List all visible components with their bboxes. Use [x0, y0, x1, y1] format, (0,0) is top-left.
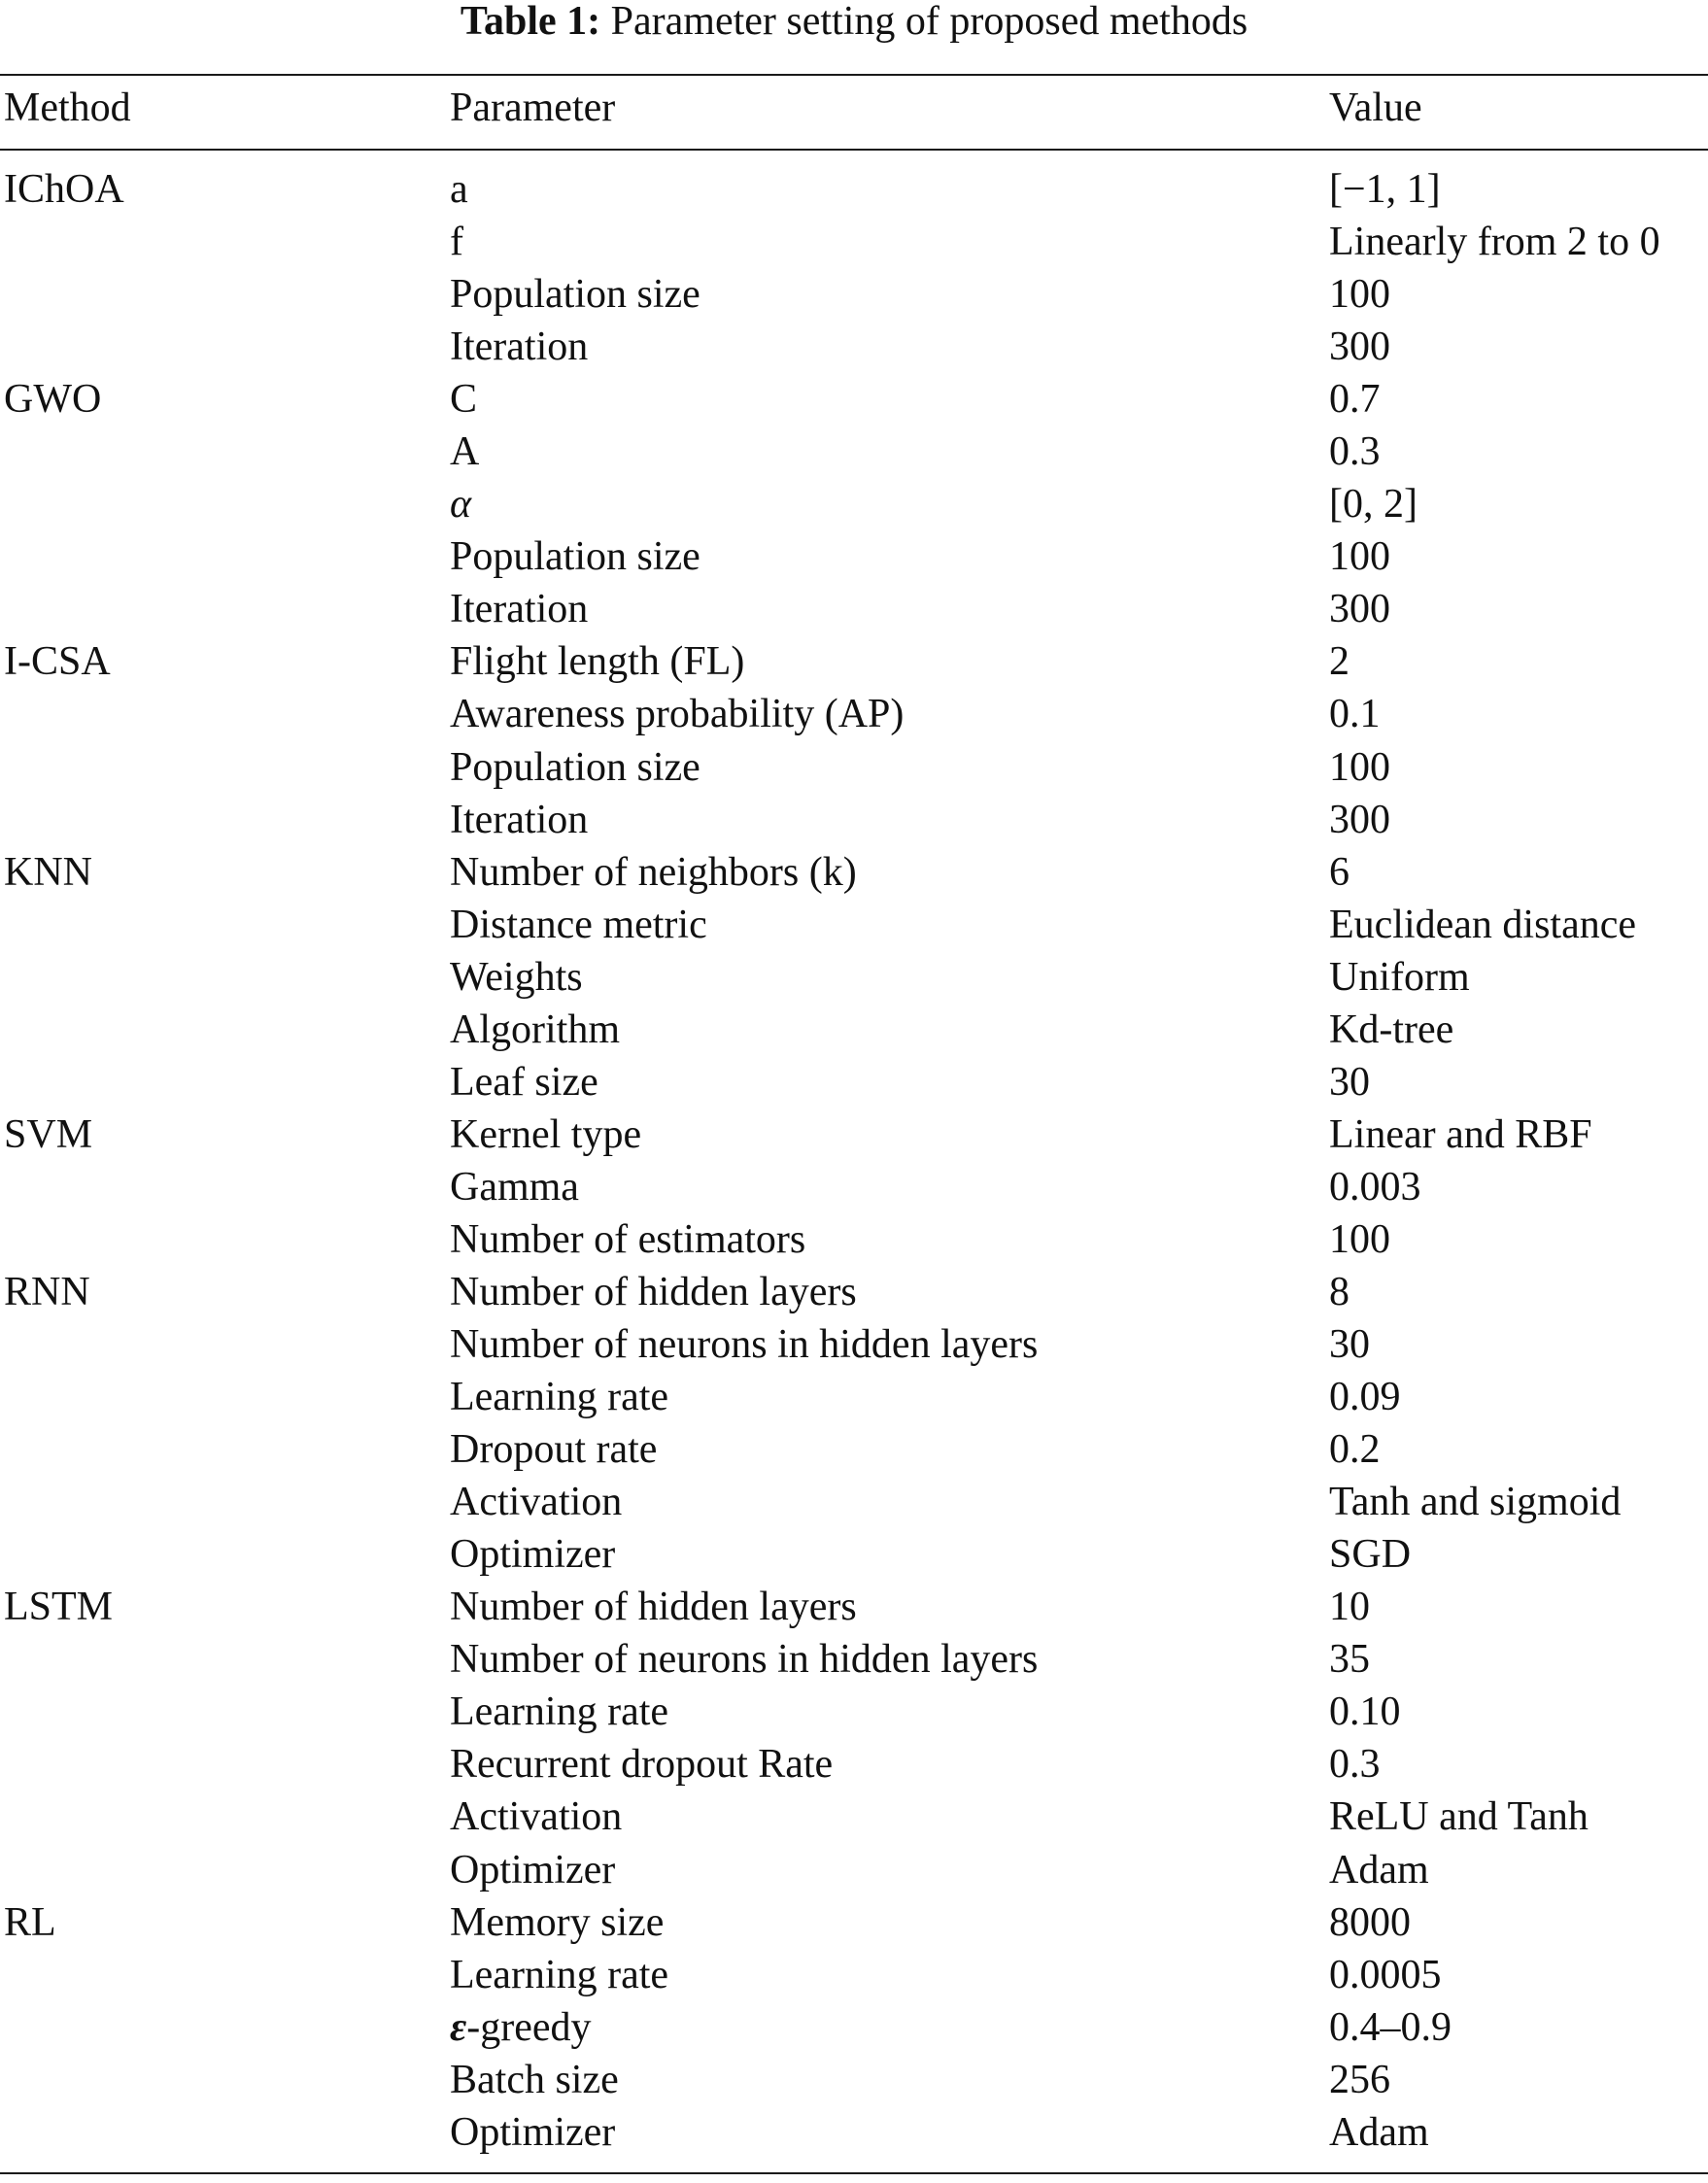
cell-parameter: Number of hidden layers [450, 1269, 857, 1314]
cell-parameter: C [450, 377, 478, 423]
table-row [0, 426, 1708, 478]
cell-method: GWO [4, 377, 102, 423]
cell-parameter: Recurrent dropout Rate [450, 1742, 834, 1788]
cell-value: Kd-tree [1329, 1006, 1454, 1052]
table-row [0, 216, 1708, 268]
header-method: Method [4, 85, 131, 130]
cell-parameter: Number of neighbors (k) [450, 849, 857, 895]
table-row [0, 1213, 1708, 1266]
cell-value: SGD [1329, 1532, 1412, 1578]
cell-value: 100 [1329, 1216, 1390, 1262]
cell-parameter: Flight length (FL) [450, 639, 745, 685]
cell-value: 0.3 [1329, 1742, 1381, 1788]
cell-parameter: Activation [450, 1794, 623, 1840]
table-caption-label: Table 1: [460, 0, 601, 44]
table-row [0, 478, 1708, 530]
cell-value: Adam [1329, 2109, 1429, 2155]
table-row [0, 1423, 1708, 1476]
cell-value: 0.003 [1329, 1164, 1421, 1210]
cell-value: Adam [1329, 1847, 1429, 1893]
cell-parameter: a [450, 167, 468, 212]
cell-parameter: Optimizer [450, 1847, 616, 1893]
cell-value: 100 [1329, 744, 1390, 790]
cell-parameter: Number of hidden layers [450, 1585, 857, 1630]
table-row [0, 1738, 1708, 1791]
cell-value: 0.4–0.9 [1329, 2004, 1452, 2050]
cell-parameter: Gamma [450, 1164, 579, 1210]
cell-parameter: Optimizer [450, 1532, 616, 1578]
cell-value: 30 [1329, 1322, 1370, 1368]
table-row [0, 1371, 1708, 1423]
table-row [0, 688, 1708, 740]
cell-value: 100 [1329, 534, 1390, 580]
header-parameter: Parameter [450, 85, 616, 130]
cell-method: IChOA [4, 167, 124, 212]
cell-value: [−1, 1] [1329, 167, 1441, 212]
cell-parameter: Population size [450, 744, 700, 790]
table-row [0, 373, 1708, 426]
cell-parameter: Weights [450, 954, 583, 1000]
cell-method: RNN [4, 1269, 90, 1314]
cell-value: 300 [1329, 324, 1390, 370]
epsilon-symbol: ε [450, 2004, 467, 2050]
table-row [0, 1896, 1708, 1949]
table-bottom-rule [0, 2172, 1708, 2174]
cell-value: 2 [1329, 639, 1349, 685]
cell-value: 8000 [1329, 1899, 1411, 1945]
table-row [0, 2001, 1708, 2054]
cell-value: [0, 2] [1329, 482, 1418, 528]
cell-method: I-CSA [4, 639, 111, 685]
cell-value: 0.09 [1329, 1375, 1401, 1420]
cell-parameter: Population size [450, 272, 700, 318]
table-row [0, 1056, 1708, 1109]
table-row [0, 635, 1708, 688]
cell-value: Uniform [1329, 954, 1470, 1000]
cell-method: RL [4, 1899, 56, 1945]
cell-parameter: Dropout rate [450, 1427, 658, 1473]
table-row [0, 1686, 1708, 1738]
cell-parameter: α [450, 482, 472, 528]
cell-value: 300 [1329, 587, 1390, 632]
table-caption-text: Parameter setting of proposed methods [610, 0, 1248, 44]
table-row [0, 321, 1708, 373]
table-header-row [0, 78, 1708, 138]
cell-parameter: f [450, 220, 463, 265]
cell-parameter: Algorithm [450, 1006, 620, 1052]
table-row [0, 1109, 1708, 1161]
cell-parameter: Population size [450, 534, 700, 580]
cell-parameter: ε-greedy [450, 2004, 592, 2050]
table-row [0, 846, 1708, 899]
table-caption [0, 0, 1708, 43]
table-body [0, 163, 1708, 2159]
cell-value: 0.3 [1329, 429, 1381, 475]
table-row [0, 1528, 1708, 1581]
cell-value: 100 [1329, 272, 1390, 318]
cell-parameter: Batch size [450, 2057, 619, 2102]
cell-method: SVM [4, 1111, 93, 1157]
table-row [0, 163, 1708, 216]
cell-value: 30 [1329, 1059, 1370, 1105]
cell-value: 0.1 [1329, 692, 1381, 737]
cell-value: 6 [1329, 849, 1349, 895]
cell-value: Tanh and sigmoid [1329, 1480, 1622, 1525]
cell-method: KNN [4, 849, 92, 895]
table-row [0, 268, 1708, 321]
cell-parameter: Awareness probability (AP) [450, 692, 905, 737]
cell-parameter: Iteration [450, 587, 589, 632]
cell-parameter: Number of neurons in hidden layers [450, 1322, 1039, 1368]
table-row [0, 1161, 1708, 1213]
cell-parameter: Number of neurons in hidden layers [450, 1637, 1039, 1683]
table-row [0, 1949, 1708, 2001]
cell-value: 35 [1329, 1637, 1370, 1683]
cell-value: 0.0005 [1329, 1952, 1442, 1997]
cell-parameter: Distance metric [450, 902, 707, 947]
cell-value: 300 [1329, 797, 1390, 842]
table-row [0, 951, 1708, 1004]
cell-value: 0.7 [1329, 377, 1381, 423]
cell-value: Euclidean distance [1329, 902, 1637, 947]
cell-parameter: Learning rate [450, 1689, 669, 1735]
cell-value: 0.10 [1329, 1689, 1401, 1735]
cell-parameter: A [450, 429, 480, 475]
cell-value: 10 [1329, 1585, 1370, 1630]
table-row [0, 1318, 1708, 1371]
table-top-rule [0, 74, 1708, 76]
cell-value: ReLU and Tanh [1329, 1794, 1588, 1840]
cell-value: Linearly from 2 to 0 [1329, 220, 1660, 265]
cell-parameter: Learning rate [450, 1952, 669, 1997]
cell-value: Linear and RBF [1329, 1111, 1592, 1157]
table-row [0, 1266, 1708, 1318]
table-row [0, 1844, 1708, 1896]
table-row [0, 1004, 1708, 1056]
cell-value: 8 [1329, 1269, 1349, 1314]
table-row [0, 530, 1708, 583]
cell-value: 256 [1329, 2057, 1390, 2102]
table-row [0, 583, 1708, 635]
table-row [0, 2106, 1708, 2159]
cell-method: LSTM [4, 1585, 114, 1630]
table-header-rule [0, 149, 1708, 151]
table-row [0, 741, 1708, 794]
cell-parameter: Kernel type [450, 1111, 642, 1157]
table-row [0, 1581, 1708, 1633]
table-row [0, 899, 1708, 951]
cell-parameter: Iteration [450, 797, 589, 842]
cell-value: 0.2 [1329, 1427, 1381, 1473]
table-row [0, 2054, 1708, 2106]
cell-parameter: Leaf size [450, 1059, 598, 1105]
cell-parameter: Number of estimators [450, 1216, 806, 1262]
table-row [0, 794, 1708, 846]
table-row [0, 1791, 1708, 1843]
header-value: Value [1329, 85, 1422, 130]
cell-parameter: Iteration [450, 324, 589, 370]
cell-parameter: Activation [450, 1480, 623, 1525]
table-row [0, 1633, 1708, 1686]
cell-parameter: Memory size [450, 1899, 665, 1945]
table-row [0, 1476, 1708, 1528]
cell-parameter: Optimizer [450, 2109, 616, 2155]
cell-parameter: Learning rate [450, 1375, 669, 1420]
